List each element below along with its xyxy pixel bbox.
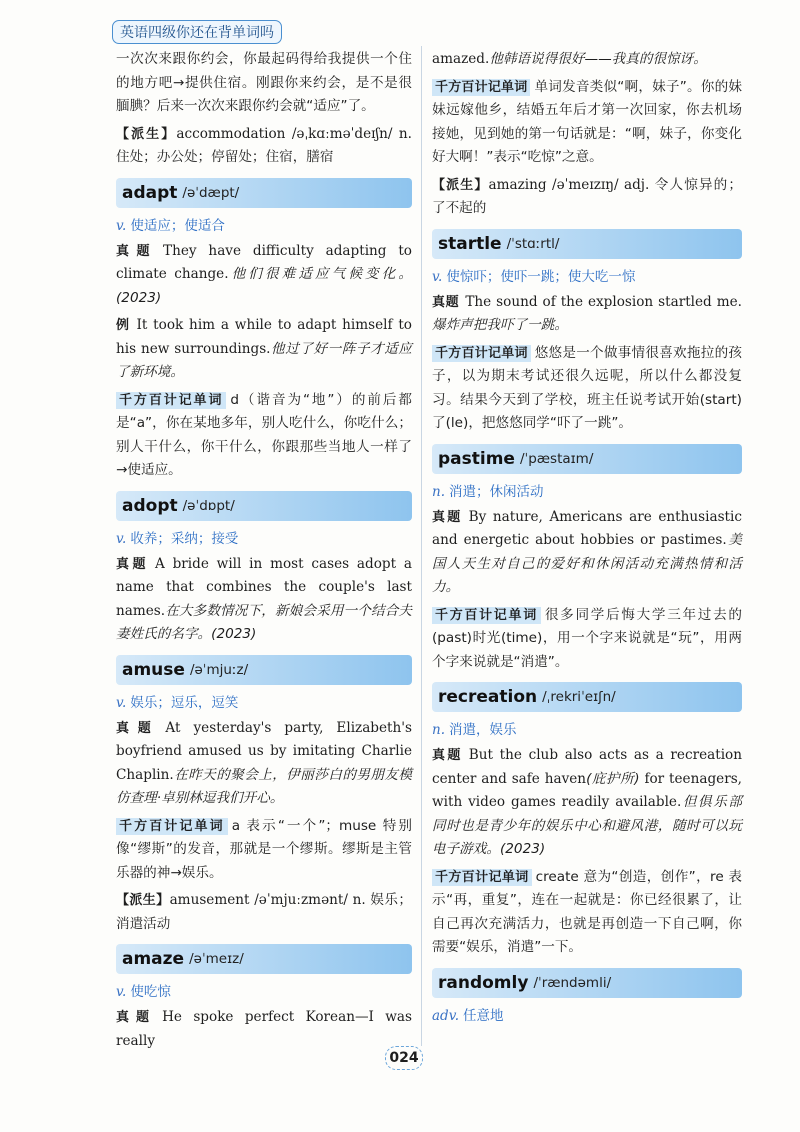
part-of-speech: v. (116, 217, 127, 234)
example-sentence (432, 744, 742, 862)
example-sentence (116, 240, 412, 311)
example-translation: 美国人天生对自己的爱好和休闲活动充满热情和活力。 (432, 532, 742, 595)
example-label: 例 (116, 318, 131, 333)
definition-line (116, 980, 412, 1000)
memory-tip-text: 悠悠是一个做事情很喜欢拖拉的孩子，以为期末考试还很久远呢，所以什么都没复习。结果今天到了学校，班主任说考试开始(start)了(le)，把悠悠同学“吓了一跳”。 (432, 344, 742, 431)
memory-tip-label: 千方百计记单词 (432, 607, 541, 624)
memory-tip-text: d（谐音为“地”）的前后都是“a”，你在某地多年，别人吃什么，你吃什么；别人干什么，你干什么，你跟那些当地人一样了→使适应。 (116, 391, 412, 478)
definition-line (432, 1004, 742, 1024)
headword: randomly (438, 972, 529, 993)
memory-tip-label: 千方百计记单词 (432, 869, 532, 886)
memory-tip (432, 604, 742, 675)
example-english: It took him a while to adapt himself to his new surroundings. (116, 317, 412, 357)
meaning: 消遣；休闲活动 (449, 483, 544, 500)
entry-header-pastime (432, 444, 742, 474)
column-divider (421, 46, 422, 1046)
example-english: The sound of the explosion startled me. (465, 293, 742, 310)
example-english: They have difficulty adapting to climate change. (116, 242, 412, 282)
example-english: But the club also acts as a recreation center and safe haven (432, 747, 742, 787)
memory-tip-label: 千方百计记单词 (432, 345, 531, 362)
example-label: 真题 (116, 720, 160, 736)
book-title-tag: 英语四级你还在背单词吗 (112, 20, 282, 44)
example-translation: 他们很难适应气候变化。(2023) (116, 266, 412, 306)
example-translation: 他过了好一阵子才适应了新环境。 (116, 340, 412, 380)
left-column (116, 48, 412, 1057)
part-of-speech: adv. (432, 1007, 460, 1024)
derivation (432, 174, 742, 221)
example-sentence (116, 553, 412, 647)
entry-header-randomly (432, 968, 742, 998)
example-english: amazed. (432, 51, 490, 67)
intro-derivation (116, 123, 412, 170)
entry-header-amuse (116, 655, 412, 685)
example-continuation (432, 48, 742, 72)
headword: startle (438, 233, 502, 254)
memory-tip (116, 389, 412, 483)
example-english: A bride will in most cases adopt a name that combines the couple's last names. (116, 555, 412, 619)
entry-header-adapt (116, 178, 412, 208)
derivation-text: amusement /əˈmjuːzmənt/ n. 娱乐；消遣活动 (116, 892, 412, 932)
definition-line (432, 265, 742, 285)
memory-tip (432, 866, 742, 960)
memory-tip (116, 815, 412, 886)
definition-line (116, 691, 412, 711)
phonetic: /əˈdæpt/ (182, 184, 240, 201)
headword: adopt (122, 495, 178, 516)
meaning: 消遣，娱乐 (449, 722, 517, 738)
example-translation: 在昨天的聚会上，伊丽莎白的男朋友模仿查理·卓别林逗我们开心。 (116, 766, 412, 806)
derivation-label: 【派生】 (116, 893, 170, 908)
example-label: 真题 (432, 509, 463, 525)
memory-tip (432, 342, 742, 436)
memory-tip-text: 很多同学后悔大学三年过去的(past)时光(time)，用一个字来说就是“玩”，用两个字来说就是“消遣”。 (432, 606, 742, 670)
example-sentence (116, 1006, 412, 1053)
meaning: 任意地 (463, 1007, 504, 1024)
memory-tip-label: 千方百计记单词 (116, 818, 228, 835)
memory-tip-text: create 意为“创造，创作”，re 表示“再，重复”，连在一起就是：你已经很累了，让自己再次充满活力，也就是再创造一下自己啊，你需要“娱乐，消遣”一下。 (432, 868, 742, 955)
part-of-speech: n. (432, 722, 445, 738)
definition-line (432, 480, 742, 500)
headword: recreation (438, 687, 538, 707)
example-sentence (432, 506, 742, 600)
definition-line (116, 527, 412, 547)
right-column (432, 48, 742, 1030)
example-english: for teenagers, with video games readily available. (432, 770, 742, 810)
phonetic: /əˈmeɪz/ (189, 951, 244, 967)
example-english: He spoke perfect Korean—I was really (116, 1009, 412, 1049)
example-english: At yesterday's party, Elizabeth's boyfriend amused us by imitating Charlie Chaplin. (116, 719, 412, 783)
meaning: 使适应；使适合 (130, 217, 225, 234)
example-label: 真题 (432, 748, 463, 763)
memory-tip (432, 76, 742, 170)
derivation-text: accommodation /əˌkɑːməˈdeɪʃn/ n. 住处；办公处；停留处；住宿，膳宿 (116, 125, 412, 165)
part-of-speech: v. (116, 984, 127, 1000)
part-of-speech: n. (432, 483, 445, 500)
derivation-label: 【派生】 (116, 126, 177, 142)
example-translation: 但俱乐部同时也是青少年的娱乐中心和避风港，随时可以玩电子游戏。(2023) (432, 794, 742, 857)
phonetic: /ˌrekriˈeɪʃn/ (542, 689, 616, 705)
memory-tip-label: 千方百计记单词 (432, 79, 530, 96)
example-translation: 爆炸声把我吓了一跳。 (432, 317, 568, 333)
example-label: 真题 (116, 556, 149, 572)
definition-line (116, 214, 412, 234)
example-translation: 他韩语说得很好——我真的很惊讶。 (489, 51, 707, 67)
meaning: 使惊吓；使吓一跳；使大吃一惊 (446, 268, 636, 285)
entry-header-amaze (116, 944, 412, 974)
memory-tip-text: a 表示“一个”；muse 特别像“缪斯”的发音，那就是一个缪斯。缪斯是主管乐器的神→娱乐。 (116, 817, 412, 881)
phonetic: /ˈpæstaɪm/ (519, 450, 594, 467)
example-translation: 在大多数情况下，新娘会采用一个结合夫妻姓氏的名字。(2023) (116, 602, 412, 642)
example-sentence (432, 291, 742, 338)
part-of-speech: v. (116, 694, 127, 711)
headword: amaze (122, 949, 185, 969)
example-label: 真题 (432, 294, 460, 310)
derivation-text: amazing /əˈmeɪzɪŋ/ adj. 令人惊异的；了不起的 (432, 176, 742, 216)
page-number: 024 (385, 1046, 423, 1070)
meaning: 收养；采纳；接受 (130, 530, 239, 547)
example-label: 真题 (116, 243, 158, 259)
definition-line (432, 718, 742, 738)
example-sentence (116, 314, 412, 385)
example-label: 真题 (116, 1010, 157, 1025)
entry-header-adopt (116, 491, 412, 521)
headword: amuse (122, 659, 185, 680)
entry-header-recreation (432, 682, 742, 712)
intro-paragraph: 一次次来跟你约会，你最起码得给我提供一个住的地方吧→提供住宿。刚跟你来约会，是不是很腼腆？后来一次次来跟你约会就“适应”了。 (116, 51, 412, 114)
headword: adapt (122, 182, 178, 203)
entry-header-startle (432, 229, 742, 259)
memory-tip-text: 单词发音类似“啊，妹子”。你的妹妹远嫁他乡，结婚五年后才第一次回家，你去机场接她，见到她的第一句话就是：“啊，妹子，你变化好大啊！”表示“吃惊”之意。 (432, 78, 742, 165)
meaning: 娱乐；逗乐，逗笑 (130, 694, 239, 711)
part-of-speech: v. (116, 530, 127, 547)
headword: pastime (438, 448, 515, 469)
part-of-speech: v. (432, 268, 443, 285)
phonetic: /ˈrændəmli/ (533, 974, 612, 991)
meaning: 使吃惊 (130, 984, 171, 1000)
memory-tip-label: 千方百计记单词 (116, 392, 226, 409)
example-sentence (116, 717, 412, 811)
gloss: (庇护所) (586, 770, 640, 787)
phonetic: /ˈstɑːrtl/ (506, 235, 560, 252)
derivation (116, 889, 412, 936)
derivation-label: 【派生】 (432, 177, 489, 193)
phonetic: /əˈdɒpt/ (182, 497, 235, 514)
example-english: By nature, Americans are enthusiastic and energetic about hobbies or pastimes. (432, 508, 742, 548)
phonetic: /əˈmjuːz/ (189, 661, 249, 678)
